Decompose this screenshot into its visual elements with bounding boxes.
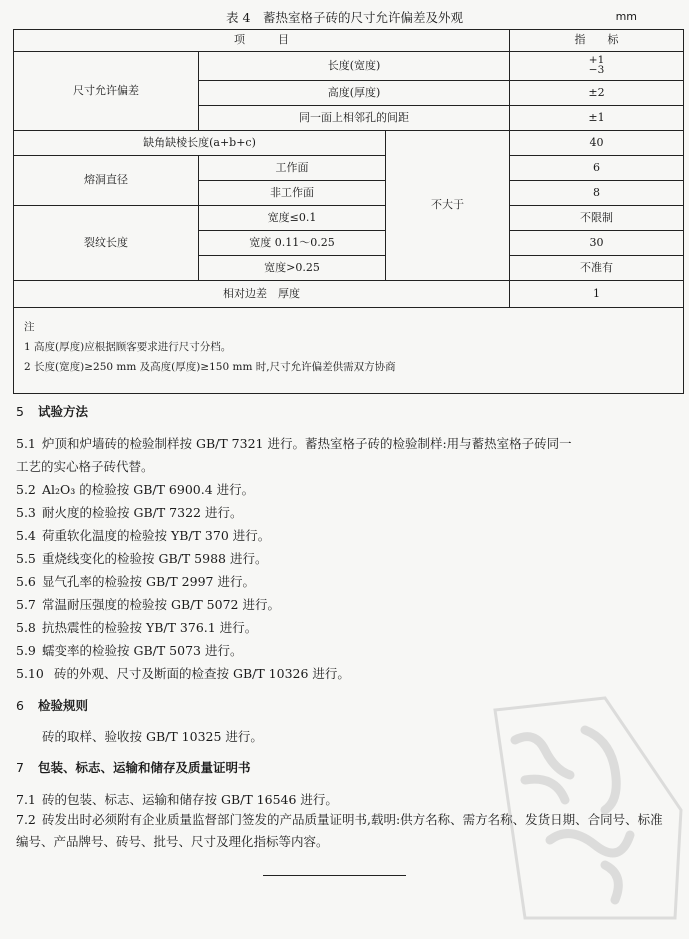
- dim-row-label: 高度(厚度): [199, 81, 510, 106]
- section-number: 7: [16, 760, 24, 775]
- clause-number: 5.2: [16, 482, 36, 497]
- clause-5-9: [16, 641, 242, 659]
- section-6-text: 砖的取样、验收按 GB/T 10325 进行。: [42, 729, 263, 744]
- crack-row-value: 不准有: [510, 256, 684, 281]
- clause-text: 显气孔率的检验按 GB/T 2997 进行。: [42, 574, 255, 589]
- table-unit: mm: [615, 10, 637, 23]
- clause-number: 5.4: [16, 528, 36, 543]
- clause-number: 5.10: [16, 666, 44, 681]
- table-title: 表 4 蓄热室格子砖的尺寸允许偏差及外观: [226, 10, 463, 25]
- clause-5-4: [16, 526, 270, 544]
- clause-text: 砖的包装、标志、运输和储存按 GB/T 16546 进行。: [42, 792, 338, 807]
- section-number: 5: [16, 404, 24, 419]
- corner-value: 40: [510, 131, 684, 156]
- hole-row-label: 工作面: [199, 156, 386, 181]
- clause-text: 砖的外观、尺寸及断面的检查按 GB/T 10326 进行。: [54, 666, 350, 681]
- table-caption: [0, 6, 689, 26]
- section-6-heading: [16, 696, 88, 714]
- hole-group-label: 熔洞直径: [14, 156, 199, 206]
- clause-text: 抗热震性的检验按 YB/T 376.1 进行。: [42, 620, 258, 635]
- spec-table: [13, 29, 684, 394]
- clause-text: 常温耐压强度的检验按 GB/T 5072 进行。: [42, 597, 280, 612]
- tolerance-upper: +1: [588, 54, 605, 67]
- section-title: 检验规则: [38, 698, 89, 713]
- table-row: [14, 131, 684, 156]
- hole-row-label: 非工作面: [199, 181, 386, 206]
- crack-row-label: 宽度≤0.1: [199, 206, 386, 231]
- tolerance-lower: −3: [588, 64, 605, 77]
- section-5-heading: [16, 402, 88, 420]
- clause-text: 工艺的实心格子砖代替。: [16, 459, 154, 474]
- corner-label: [14, 131, 386, 156]
- header-item: 项 目: [14, 30, 510, 52]
- watermark-seal: [455, 690, 685, 920]
- clause-number: 5.3: [16, 505, 36, 520]
- clause-number: 5.7: [16, 597, 36, 612]
- crack-row-value: 30: [510, 231, 684, 256]
- crack-group-label: 裂纹长度: [14, 206, 199, 281]
- header-index: 指 标: [510, 30, 684, 52]
- clause-text: 炉顶和炉墙砖的检验制样按 GB/T 7321 进行。蓄热室格子砖的检验制样:用与蓄热室格子砖同一: [42, 436, 572, 451]
- clause-number: 5.9: [16, 643, 36, 658]
- edge-value: 1: [510, 281, 684, 308]
- hole-row-value: 6: [510, 156, 684, 181]
- corner-label-text: 缺角缺棱长度(a+b+c): [143, 135, 256, 149]
- crack-row-label: 宽度 0.11～0.25: [199, 231, 386, 256]
- table-row: [14, 156, 684, 181]
- notes-title: 注: [24, 321, 35, 333]
- dim-row-value: ±1: [510, 106, 684, 131]
- end-rule: [263, 875, 406, 876]
- not-more-than-cell: 不大于: [386, 131, 510, 281]
- clause-number: 5.1: [16, 436, 36, 451]
- clause-5-1-cont: [16, 457, 154, 475]
- section-7-heading: [16, 758, 251, 776]
- table-row: [14, 206, 684, 231]
- clause-number: 5.8: [16, 620, 36, 635]
- table-notes: [14, 308, 684, 394]
- table-header-row: [14, 30, 684, 52]
- clause-number: 7.2: [16, 812, 36, 827]
- crack-row-value: 不限制: [510, 206, 684, 231]
- dim-row-value: [510, 52, 684, 81]
- hole-row-value: 8: [510, 181, 684, 206]
- clause-5-8: [16, 618, 257, 636]
- table-row: [14, 281, 684, 308]
- clause-5-7: [16, 595, 280, 613]
- clause-5-10: [16, 664, 350, 682]
- clause-text: 荷重软化温度的检验按 YB/T 370 进行。: [42, 528, 271, 543]
- section-title: 试验方法: [38, 404, 89, 419]
- section-number: 6: [16, 698, 24, 713]
- clause-5-6: [16, 572, 255, 590]
- clause-5-5: [16, 549, 267, 567]
- table-row: [14, 52, 684, 81]
- clause-text: 蠕变率的检验按 GB/T 5073 进行。: [42, 643, 243, 658]
- clause-5-3: [16, 503, 242, 521]
- clause-number: 5.5: [16, 551, 36, 566]
- tolerance-stack: [589, 55, 604, 75]
- section-title: 包装、标志、运输和储存及质量证明书: [38, 760, 251, 775]
- clause-text: 重烧线变化的检验按 GB/T 5988 进行。: [42, 551, 268, 566]
- clause-text: 砖发出时必须附有企业质量监督部门签发的产品质量证明书,载明:供方名称、需方名称、发货日期、合同号、标准编号、产品牌号、砖号、批号、尺寸及理化指标等内容。: [16, 812, 663, 849]
- clause-number: 5.6: [16, 574, 36, 589]
- dim-row-label: 长度(宽度): [199, 52, 510, 81]
- note-1: 1 高度(厚度)应根据顾客要求进行尺寸分档。: [24, 341, 232, 353]
- clause-5-2: [16, 480, 254, 498]
- clause-5-1: [16, 434, 572, 452]
- dim-row-value: ±2: [510, 81, 684, 106]
- clause-7-1: [16, 790, 338, 808]
- edge-label: 相对边差 厚度: [14, 281, 510, 308]
- clause-text: 耐火度的检验按 GB/T 7322 进行。: [42, 505, 243, 520]
- dim-row-label: 同一面上相邻孔的间距: [199, 106, 510, 131]
- note-2: 2 长度(宽度)≥250 mm 及高度(厚度)≥150 mm 时,尺寸允许偏差供需双方协商: [24, 361, 396, 373]
- dim-group-label: 尺寸允许偏差: [14, 52, 199, 131]
- crack-row-label: 宽度>0.25: [199, 256, 386, 281]
- watermark-seal-strokes: [515, 730, 630, 900]
- notes-row: [14, 308, 684, 394]
- clause-number: 7.1: [16, 792, 36, 807]
- clause-text: Al₂O₃ 的检验按 GB/T 6900.4 进行。: [42, 482, 255, 497]
